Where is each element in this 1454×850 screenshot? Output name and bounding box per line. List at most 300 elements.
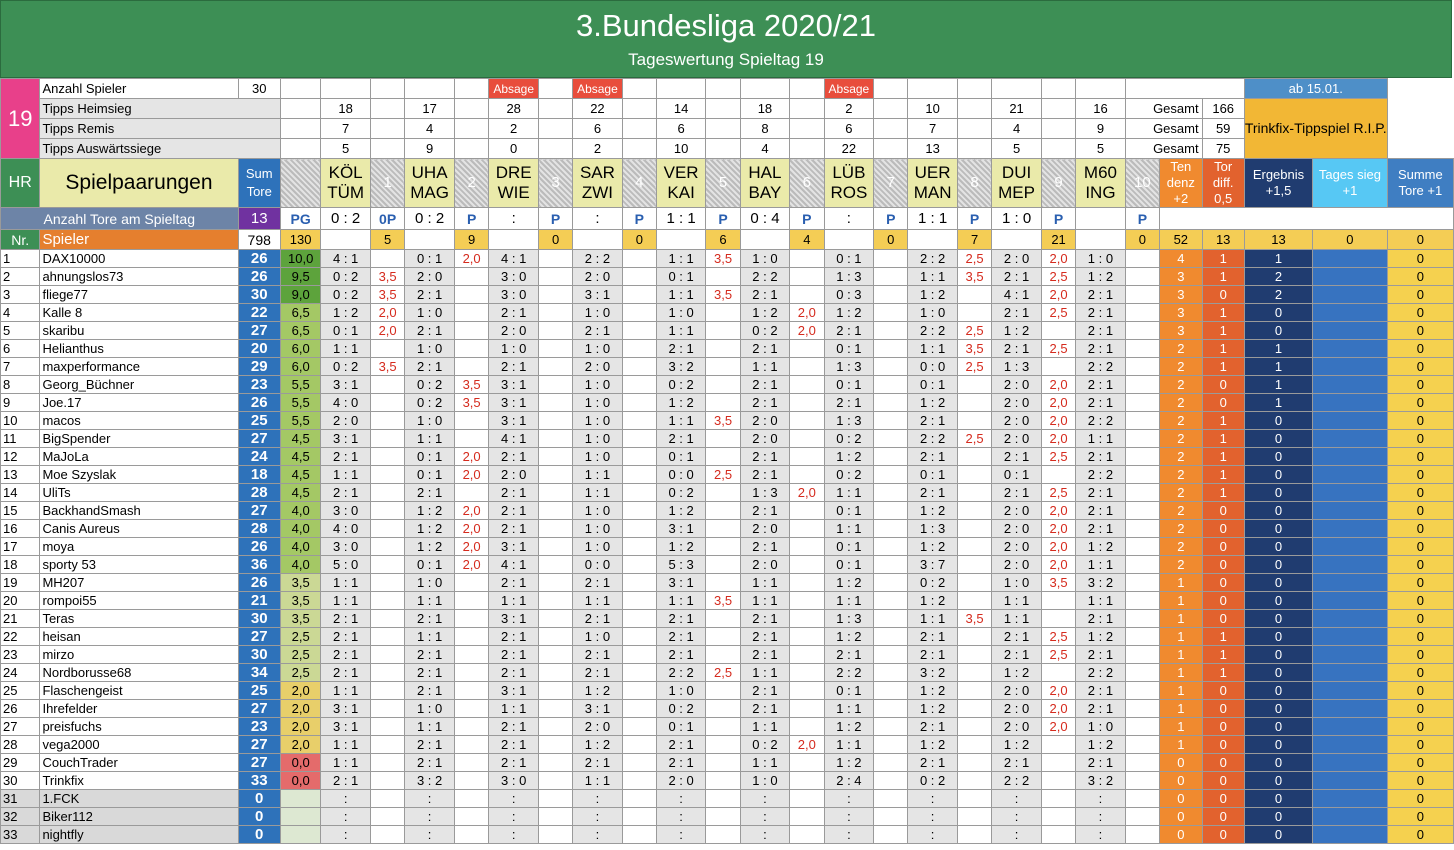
- player-points-8: [957, 700, 991, 718]
- player-tip-9: 2 : 0: [992, 376, 1042, 394]
- player-points-1: [370, 808, 404, 826]
- player-points-10: [1125, 412, 1159, 430]
- player-tip-7: 1 : 3: [824, 268, 874, 286]
- player-tagessieg: [1313, 628, 1388, 646]
- player-points-4: [622, 322, 656, 340]
- player-tip-4: 1 : 1: [573, 484, 623, 502]
- player-summetore: 0: [1387, 520, 1453, 538]
- player-points-7: [874, 682, 908, 700]
- player-tip-2: 1 : 0: [405, 700, 455, 718]
- player-points-3: [539, 826, 573, 844]
- gap-cell: [454, 139, 488, 159]
- player-tendenz: 1: [1160, 592, 1203, 610]
- tips-away-5: 10: [656, 139, 705, 159]
- player-pg: 6,0: [280, 340, 320, 358]
- player-tip-2: 1 : 0: [405, 304, 455, 322]
- player-points-4: [622, 376, 656, 394]
- player-tendenz: 4: [1160, 250, 1203, 268]
- player-ergebnis: 0: [1244, 430, 1312, 448]
- player-points-1: [370, 556, 404, 574]
- player-tip-8: 2 : 2: [908, 322, 958, 340]
- player-points-3: [539, 538, 573, 556]
- player-points-4: [622, 790, 656, 808]
- player-name: DAX10000: [40, 250, 238, 268]
- player-tip-8: 2 : 1: [908, 484, 958, 502]
- player-tip-9: 2 : 2: [992, 772, 1042, 790]
- player-points-5: [706, 646, 740, 664]
- player-sum: 36: [238, 556, 280, 574]
- player-points-9: [1041, 736, 1075, 754]
- player-sum: 0: [238, 826, 280, 844]
- player-tip-3: 2 : 1: [489, 754, 539, 772]
- player-tagessieg: [1313, 484, 1388, 502]
- player-tip-5: 1 : 2: [656, 394, 705, 412]
- player-pg: [280, 790, 320, 808]
- player-tip-7: 2 : 4: [824, 772, 874, 790]
- player-tip-4: 2 : 1: [573, 754, 623, 772]
- spieler-pg: 130: [280, 230, 320, 250]
- player-tip-8: 3 : 7: [908, 556, 958, 574]
- player-nr: 29: [1, 754, 40, 772]
- player-tip-8: 1 : 2: [908, 394, 958, 412]
- player-tip-4: 1 : 0: [573, 340, 623, 358]
- player-name: vega2000: [40, 736, 238, 754]
- player-tip-7: 0 : 1: [824, 502, 874, 520]
- player-tip-3: 2 : 1: [489, 358, 539, 376]
- player-tendenz: 2: [1160, 412, 1203, 430]
- gap-cell: [790, 119, 824, 139]
- gap-cell: [1160, 208, 1454, 230]
- player-nr: 3: [1, 286, 40, 304]
- player-tip-3: 3 : 1: [489, 412, 539, 430]
- player-tip-4: 1 : 2: [573, 682, 623, 700]
- player-points-2: [454, 610, 488, 628]
- player-name: sporty 53: [40, 556, 238, 574]
- player-tip-2: :: [405, 808, 455, 826]
- player-tip-4: :: [573, 790, 623, 808]
- player-points-4: [622, 358, 656, 376]
- player-points-7: [874, 286, 908, 304]
- player-tip-1: 0 : 2: [321, 358, 371, 376]
- player-tip-3: 3 : 1: [489, 682, 539, 700]
- player-tip-5: 1 : 1: [656, 412, 705, 430]
- player-tip-7: 1 : 1: [824, 592, 874, 610]
- player-points-3: [539, 430, 573, 448]
- player-points-6: [790, 502, 824, 520]
- player-tip-7: 1 : 1: [824, 700, 874, 718]
- player-ergebnis: 1: [1244, 340, 1312, 358]
- player-tip-6: 2 : 1: [740, 682, 789, 700]
- player-points-1: [370, 430, 404, 448]
- home-team: HAL: [748, 163, 782, 182]
- player-tip-9: 2 : 0: [992, 700, 1042, 718]
- player-tagessieg: [1313, 664, 1388, 682]
- player-tip-10: 1 : 2: [1076, 268, 1125, 286]
- player-points-1: [370, 412, 404, 430]
- player-tip-4: 1 : 0: [573, 538, 623, 556]
- player-tordiff: 1: [1202, 484, 1244, 502]
- player-points-2: [454, 664, 488, 682]
- player-points-7: [874, 502, 908, 520]
- player-tip-5: 0 : 0: [656, 466, 705, 484]
- player-points-5: [706, 790, 740, 808]
- player-points-9: [1041, 826, 1075, 844]
- player-points-2: [454, 700, 488, 718]
- player-points-10: [1125, 448, 1159, 466]
- player-points-9: 2,0: [1041, 682, 1075, 700]
- player-tip-5: :: [656, 790, 705, 808]
- player-points-5: [706, 358, 740, 376]
- player-tip-1: 2 : 1: [321, 610, 371, 628]
- tips-away-7: 22: [824, 139, 874, 159]
- gap-cell: [370, 119, 404, 139]
- player-points-6: [790, 412, 824, 430]
- player-tip-10: 2 : 1: [1076, 484, 1125, 502]
- result-7: :: [824, 208, 874, 230]
- player-points-2: [454, 268, 488, 286]
- player-points-8: [957, 484, 991, 502]
- player-tip-3: 1 : 0: [489, 340, 539, 358]
- player-tip-10: 2 : 1: [1076, 502, 1125, 520]
- player-sum: 25: [238, 412, 280, 430]
- player-tip-1: 4 : 1: [321, 250, 371, 268]
- player-sum: 34: [238, 664, 280, 682]
- result-3: :: [489, 208, 539, 230]
- p-marker-10: P: [1125, 208, 1159, 230]
- player-summetore: 0: [1387, 682, 1453, 700]
- player-pg: 5,5: [280, 412, 320, 430]
- player-points-8: [957, 808, 991, 826]
- player-tip-2: 1 : 2: [405, 520, 455, 538]
- player-points-10: [1125, 466, 1159, 484]
- absage-4: Absage: [573, 79, 623, 99]
- player-tip-2: 0 : 1: [405, 556, 455, 574]
- match-points-3: 0: [539, 230, 573, 250]
- player-sum: 22: [238, 304, 280, 322]
- player-tip-9: 1 : 1: [992, 610, 1042, 628]
- away-team: ING: [1085, 183, 1116, 202]
- player-tendenz: 2: [1160, 358, 1203, 376]
- player-tip-8: 0 : 2: [908, 772, 958, 790]
- player-points-7: [874, 808, 908, 826]
- player-tip-4: 2 : 1: [573, 574, 623, 592]
- player-tordiff: 0: [1202, 610, 1244, 628]
- player-points-4: [622, 520, 656, 538]
- player-sum: 26: [238, 574, 280, 592]
- player-tip-3: 3 : 0: [489, 286, 539, 304]
- player-tip-6: 0 : 2: [740, 322, 789, 340]
- player-sum: 27: [238, 628, 280, 646]
- tips-away-6: 4: [740, 139, 789, 159]
- gap-cell: [280, 79, 320, 99]
- player-tip-7: 0 : 3: [824, 286, 874, 304]
- gap-cell: [740, 230, 789, 250]
- player-points-7: [874, 466, 908, 484]
- result-8: 1 : 1: [908, 208, 958, 230]
- player-tip-4: 1 : 0: [573, 430, 623, 448]
- player-points-4: [622, 700, 656, 718]
- home-team: DUI: [1001, 163, 1032, 182]
- player-points-1: [370, 484, 404, 502]
- player-tagessieg: [1313, 502, 1388, 520]
- player-points-1: [370, 700, 404, 718]
- player-points-4: [622, 592, 656, 610]
- player-points-9: [1041, 664, 1075, 682]
- player-points-1: [370, 826, 404, 844]
- player-nr: 16: [1, 520, 40, 538]
- player-tip-6: 1 : 1: [740, 664, 789, 682]
- player-points-10: [1125, 322, 1159, 340]
- player-tip-10: 1 : 1: [1076, 556, 1125, 574]
- player-tip-9: 2 : 0: [992, 538, 1042, 556]
- player-tip-2: 0 : 2: [405, 376, 455, 394]
- player-points-1: [370, 340, 404, 358]
- player-tendenz: 1: [1160, 718, 1203, 736]
- player-tendenz: 3: [1160, 268, 1203, 286]
- player-points-7: [874, 520, 908, 538]
- player-points-6: [790, 772, 824, 790]
- match-points-7: 0: [874, 230, 908, 250]
- player-nr: 22: [1, 628, 40, 646]
- player-sum: 0: [238, 808, 280, 826]
- player-tip-6: 2 : 1: [740, 376, 789, 394]
- hr-label: HR: [1, 159, 40, 208]
- player-tendenz: 3: [1160, 286, 1203, 304]
- player-tip-8: 1 : 2: [908, 682, 958, 700]
- player-points-1: [370, 448, 404, 466]
- player-points-2: [454, 682, 488, 700]
- player-points-4: [622, 736, 656, 754]
- player-tip-8: :: [908, 790, 958, 808]
- gap-cell: [790, 79, 824, 99]
- player-name: CouchTrader: [40, 754, 238, 772]
- player-tip-8: 2 : 2: [908, 430, 958, 448]
- match-number-5: 5: [706, 159, 740, 208]
- player-points-4: [622, 826, 656, 844]
- player-points-8: [957, 520, 991, 538]
- tips-home-8: 10: [908, 99, 958, 119]
- player-tendenz: 2: [1160, 448, 1203, 466]
- player-tip-2: 2 : 1: [405, 322, 455, 340]
- player-tip-6: :: [740, 826, 789, 844]
- player-points-2: [454, 286, 488, 304]
- player-nr: 9: [1, 394, 40, 412]
- player-tip-8: :: [908, 826, 958, 844]
- player-points-10: [1125, 646, 1159, 664]
- player-points-8: [957, 754, 991, 772]
- player-points-9: 2,5: [1041, 484, 1075, 502]
- player-tip-5: 1 : 2: [656, 538, 705, 556]
- player-points-3: [539, 340, 573, 358]
- player-pg: 2,0: [280, 736, 320, 754]
- player-sum: 27: [238, 736, 280, 754]
- player-nr: 5: [1, 322, 40, 340]
- player-tagessieg: [1313, 466, 1388, 484]
- player-points-5: [706, 520, 740, 538]
- player-nr: 25: [1, 682, 40, 700]
- player-points-2: 2,0: [454, 448, 488, 466]
- player-nr: 21: [1, 610, 40, 628]
- title-banner: [0, 0, 1452, 78]
- player-tip-7: 1 : 3: [824, 610, 874, 628]
- player-tip-9: 2 : 1: [992, 754, 1042, 772]
- player-pg: 2,5: [280, 628, 320, 646]
- player-points-9: [1041, 808, 1075, 826]
- player-points-5: [706, 772, 740, 790]
- player-points-10: [1125, 394, 1159, 412]
- player-tordiff: 1: [1202, 466, 1244, 484]
- p-marker-8: P: [957, 208, 991, 230]
- player-tagessieg: [1313, 448, 1388, 466]
- player-tendenz: 1: [1160, 736, 1203, 754]
- player-name: moya: [40, 538, 238, 556]
- absage-2: [405, 79, 455, 99]
- player-name: Georg_Büchner: [40, 376, 238, 394]
- player-points-9: 2,5: [1041, 304, 1075, 322]
- player-points-9: 2,0: [1041, 556, 1075, 574]
- tips-away-9: 5: [992, 139, 1042, 159]
- player-tip-1: 4 : 0: [321, 394, 371, 412]
- player-points-1: [370, 394, 404, 412]
- player-sum: 18: [238, 466, 280, 484]
- match-3: [489, 159, 539, 208]
- player-points-1: [370, 628, 404, 646]
- player-tip-1: :: [321, 826, 371, 844]
- player-pg: [280, 808, 320, 826]
- player-points-10: [1125, 556, 1159, 574]
- player-name: nightfly: [40, 826, 238, 844]
- player-tip-5: 1 : 0: [656, 304, 705, 322]
- player-points-3: [539, 394, 573, 412]
- player-tip-7: 2 : 1: [824, 646, 874, 664]
- player-tordiff: 0: [1202, 592, 1244, 610]
- player-tip-9: 2 : 0: [992, 556, 1042, 574]
- player-tip-2: 0 : 1: [405, 448, 455, 466]
- result-9: 1 : 0: [992, 208, 1042, 230]
- player-pg: 3,5: [280, 592, 320, 610]
- tips-draw-4: 6: [573, 119, 623, 139]
- player-points-3: [539, 772, 573, 790]
- player-tip-7: 0 : 1: [824, 376, 874, 394]
- player-points-5: [706, 340, 740, 358]
- player-points-2: [454, 430, 488, 448]
- player-points-8: [957, 826, 991, 844]
- player-name: Biker112: [40, 808, 238, 826]
- player-tendenz: 3: [1160, 322, 1203, 340]
- player-tip-10: 2 : 1: [1076, 610, 1125, 628]
- sum-tordiff: 13: [1202, 230, 1244, 250]
- player-summetore: 0: [1387, 718, 1453, 736]
- player-points-4: [622, 610, 656, 628]
- player-summetore: 0: [1387, 826, 1453, 844]
- gap-cell: [622, 139, 656, 159]
- tips-draw-3: 2: [489, 119, 539, 139]
- player-tip-9: 2 : 0: [992, 520, 1042, 538]
- player-tip-10: 2 : 1: [1076, 700, 1125, 718]
- player-tip-1: 1 : 1: [321, 736, 371, 754]
- player-tip-6: 2 : 1: [740, 502, 789, 520]
- player-pg: 0,0: [280, 772, 320, 790]
- tips-home-4: 22: [573, 99, 623, 119]
- player-points-5: [706, 628, 740, 646]
- player-tordiff: 0: [1202, 538, 1244, 556]
- absage-9: [992, 79, 1042, 99]
- player-tip-3: 2 : 1: [489, 304, 539, 322]
- player-points-2: [454, 718, 488, 736]
- player-tip-10: 1 : 2: [1076, 736, 1125, 754]
- player-tagessieg: [1313, 430, 1388, 448]
- player-tendenz: 2: [1160, 430, 1203, 448]
- player-points-10: [1125, 610, 1159, 628]
- player-tendenz: 1: [1160, 664, 1203, 682]
- player-points-5: 3,5: [706, 592, 740, 610]
- player-points-5: [706, 736, 740, 754]
- player-nr: 28: [1, 736, 40, 754]
- page-subtitle: Tageswertung Spieltag 19: [628, 50, 824, 69]
- player-points-6: [790, 682, 824, 700]
- player-points-7: [874, 718, 908, 736]
- player-name: Joe.17: [40, 394, 238, 412]
- player-pg: 0,0: [280, 754, 320, 772]
- player-points-1: [370, 754, 404, 772]
- player-points-4: [622, 772, 656, 790]
- player-tip-5: :: [656, 808, 705, 826]
- player-tip-10: 1 : 0: [1076, 718, 1125, 736]
- home-team: LÜB: [832, 163, 866, 182]
- player-nr: 15: [1, 502, 40, 520]
- player-tip-7: 1 : 2: [824, 448, 874, 466]
- player-points-5: [706, 808, 740, 826]
- player-points-3: [539, 646, 573, 664]
- player-tip-4: 2 : 1: [573, 664, 623, 682]
- player-points-8: [957, 682, 991, 700]
- gap-cell: [824, 230, 874, 250]
- player-points-1: 2,0: [370, 304, 404, 322]
- player-ergebnis: 0: [1244, 520, 1312, 538]
- player-points-2: [454, 574, 488, 592]
- player-tendenz: 2: [1160, 556, 1203, 574]
- match-2: [405, 159, 455, 208]
- player-points-9: 2,0: [1041, 502, 1075, 520]
- player-points-9: [1041, 592, 1075, 610]
- player-tip-8: 1 : 3: [908, 520, 958, 538]
- match-points-4: 0: [622, 230, 656, 250]
- player-tendenz: 2: [1160, 394, 1203, 412]
- player-tip-4: 1 : 1: [573, 466, 623, 484]
- player-tagessieg: [1313, 520, 1388, 538]
- player-tip-7: 2 : 1: [824, 322, 874, 340]
- p-marker-6: P: [790, 208, 824, 230]
- player-points-4: [622, 682, 656, 700]
- player-points-4: [622, 718, 656, 736]
- player-tendenz: 1: [1160, 700, 1203, 718]
- player-tendenz: 2: [1160, 376, 1203, 394]
- player-points-3: [539, 790, 573, 808]
- player-tip-5: 2 : 1: [656, 430, 705, 448]
- player-points-9: [1041, 466, 1075, 484]
- gap-cell: [280, 119, 320, 139]
- player-ergebnis: 0: [1244, 736, 1312, 754]
- player-points-10: [1125, 268, 1159, 286]
- player-summetore: 0: [1387, 412, 1453, 430]
- player-points-3: [539, 736, 573, 754]
- p-marker-7: P: [874, 208, 908, 230]
- player-tip-3: 2 : 1: [489, 484, 539, 502]
- player-tip-8: 2 : 2: [908, 250, 958, 268]
- player-points-7: [874, 754, 908, 772]
- player-points-6: [790, 286, 824, 304]
- player-points-3: [539, 628, 573, 646]
